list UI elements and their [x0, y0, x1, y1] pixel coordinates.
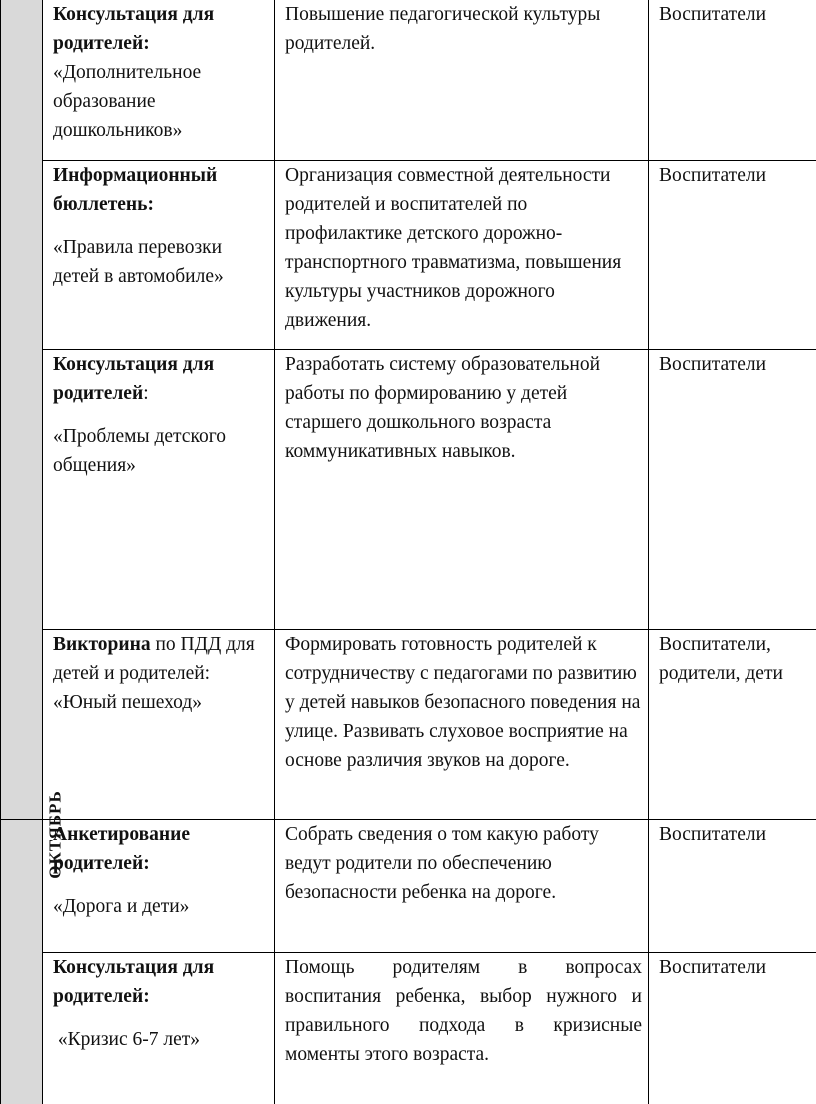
event-cell	[43, 952, 275, 1104]
event-title: Викторина	[53, 633, 151, 655]
responsible-cell: Воспитатели	[649, 952, 816, 1104]
responsible-cell: Воспитатели, родители, дети	[649, 629, 816, 819]
month-label: ОКТЯБРЬ	[45, 789, 65, 879]
event-topic: «Кризис 6-7 лет»	[53, 1028, 201, 1050]
table-row	[1, 952, 816, 1104]
responsible-cell: Воспитатели	[649, 160, 816, 349]
responsible-cell: Воспитатели	[649, 349, 816, 629]
table-row	[1, 819, 816, 952]
table-row	[1, 0, 816, 160]
goal-cell: Собрать сведения о том какую работу ведут родители по обеспечению безопасности ребенка на дороге.	[275, 819, 649, 952]
responsible-cell: Воспитатели	[649, 819, 816, 952]
event-topic: «Правила перевозки детей в автомобиле»	[53, 236, 224, 287]
event-topic: «Дорога и дети»	[53, 895, 190, 917]
goal-cell: Разработать систему образовательной работы по формированию у детей старшего дошкольного возраста коммуникативных навыков.	[275, 349, 649, 629]
event-cell	[43, 819, 275, 952]
event-cell	[43, 629, 275, 819]
event-title: Консультация для родителей	[53, 353, 215, 404]
goal-cell: Помощь родителям в вопросах воспитания ребенка, выбор нужного и правильного подхода в кризисные моменты этого возраста.	[275, 952, 649, 1104]
event-title: Консультация для родителей:	[53, 956, 215, 1007]
table-row	[1, 629, 816, 819]
table-row	[1, 349, 816, 629]
event-title-rest: по ПДД для детей и родителей: «Юный пешеход»	[53, 633, 255, 713]
goal-cell: Организация совместной деятельности родителей и воспитателей по профилактике детского дорожно-транспортного травматизма, повышения культуры участников дорожного движения.	[275, 160, 649, 349]
month-cell	[1, 789, 65, 1104]
month-cell	[1, 0, 43, 819]
event-cell	[43, 160, 275, 349]
goal-cell: Повышение педагогической культуры родителей.	[275, 0, 649, 160]
event-cell	[43, 349, 275, 629]
event-topic: «Дополнительное образование дошкольников»	[53, 62, 202, 141]
event-topic: «Проблемы детского общения»	[53, 425, 226, 476]
table-row	[1, 160, 816, 349]
responsible-cell: Воспитатели	[649, 0, 816, 160]
event-cell	[43, 0, 275, 160]
event-title: Информационный бюллетень:	[53, 164, 218, 215]
event-title: Консультация для родителей:	[53, 4, 215, 54]
goal-cell: Формировать готовность родителей к сотрудничеству с педагогами по развитию у детей навыков безопасного поведения на улице. Развивать слуховое восприятие на основе различия звуков на дороге.	[275, 629, 649, 819]
event-title-rest: :	[143, 382, 149, 404]
event-title: Анкетирование родителей:	[53, 823, 191, 874]
